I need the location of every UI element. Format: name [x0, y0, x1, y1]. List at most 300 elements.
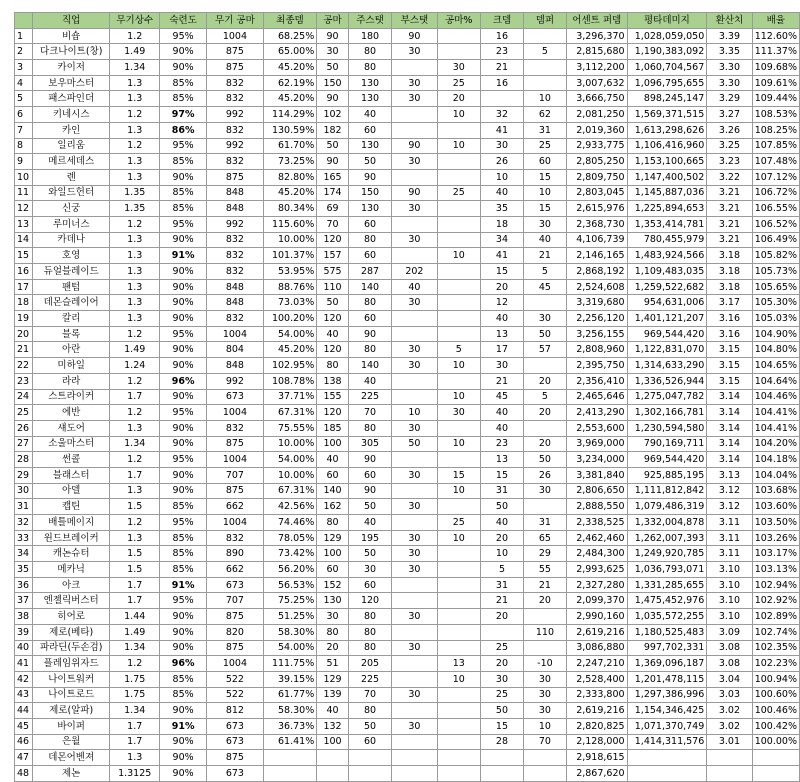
job-name-cell[interactable]: 캡틴 [32, 499, 109, 515]
data-cell[interactable]: 40 [480, 420, 523, 436]
data-cell[interactable]: 80 [317, 624, 349, 640]
data-cell[interactable]: 1.49 [110, 342, 160, 358]
data-cell[interactable]: 120 [317, 342, 349, 358]
data-cell[interactable]: 70 [348, 405, 391, 421]
data-cell[interactable]: 80 [348, 420, 391, 436]
data-cell[interactable]: 3.04 [707, 671, 752, 687]
data-cell[interactable] [437, 624, 480, 640]
data-cell[interactable] [437, 264, 480, 280]
data-cell[interactable]: 1,332,004,878 [627, 515, 707, 531]
data-cell[interactable]: 1,154,346,425 [627, 703, 707, 719]
data-cell[interactable]: 25 [523, 138, 566, 154]
data-cell[interactable]: 54.00% [263, 640, 317, 656]
data-cell[interactable]: 90 [317, 154, 349, 170]
data-cell[interactable]: 51.25% [263, 609, 317, 625]
data-cell[interactable] [392, 216, 437, 232]
job-name-cell[interactable]: 블록 [32, 326, 109, 342]
job-name-cell[interactable]: 아크 [32, 577, 109, 593]
data-cell[interactable]: 140 [348, 279, 391, 295]
data-cell[interactable]: 60 [317, 467, 349, 483]
data-cell[interactable]: 20 [480, 279, 523, 295]
data-cell[interactable]: 112.60% [752, 28, 799, 44]
data-cell[interactable]: 45.20% [263, 342, 317, 358]
data-cell[interactable]: 45 [480, 389, 523, 405]
data-cell[interactable]: 890 [207, 546, 263, 562]
data-cell[interactable]: 40 [317, 703, 349, 719]
data-cell[interactable]: 875 [207, 483, 263, 499]
data-cell[interactable]: 30 [392, 44, 437, 60]
data-cell[interactable]: 85% [160, 75, 207, 91]
data-cell[interactable]: 1.34 [110, 640, 160, 656]
column-header[interactable]: 직업 [32, 13, 109, 29]
data-cell[interactable] [627, 766, 707, 782]
data-cell[interactable]: 3,256,155 [566, 326, 627, 342]
data-cell[interactable]: 1.3 [110, 750, 160, 766]
data-cell[interactable]: 31 [523, 515, 566, 531]
data-cell[interactable]: 2,462,460 [566, 530, 627, 546]
data-cell[interactable]: 70 [348, 687, 391, 703]
row-number-cell[interactable]: 12 [15, 201, 33, 217]
data-cell[interactable]: 130 [348, 201, 391, 217]
data-cell[interactable]: 104.90% [752, 326, 799, 342]
data-cell[interactable]: 875 [207, 44, 263, 60]
data-cell[interactable]: 40 [348, 107, 391, 123]
data-cell[interactable]: 73.25% [263, 154, 317, 170]
job-name-cell[interactable]: 미하일 [32, 358, 109, 374]
job-name-cell[interactable]: 보우마스터 [32, 75, 109, 91]
data-cell[interactable]: 3.30 [707, 75, 752, 91]
data-cell[interactable]: 50 [523, 452, 566, 468]
data-cell[interactable]: 96% [160, 373, 207, 389]
column-header[interactable]: 숙련도 [160, 13, 207, 29]
data-cell[interactable]: 673 [207, 389, 263, 405]
data-cell[interactable]: 2,918,615 [566, 750, 627, 766]
data-cell[interactable] [627, 750, 707, 766]
data-cell[interactable]: 1,071,370,749 [627, 718, 707, 734]
job-name-cell[interactable]: 라라 [32, 373, 109, 389]
data-cell[interactable]: 1.49 [110, 624, 160, 640]
data-cell[interactable]: 16 [480, 75, 523, 91]
data-cell[interactable]: 3.18 [707, 248, 752, 264]
data-cell[interactable]: 2,553,600 [566, 420, 627, 436]
row-number-cell[interactable]: 1 [15, 28, 33, 44]
data-cell[interactable]: 1,225,894,653 [627, 201, 707, 217]
data-cell[interactable]: 60 [348, 216, 391, 232]
data-cell[interactable]: 1,190,383,092 [627, 44, 707, 60]
data-cell[interactable] [523, 750, 566, 766]
data-cell[interactable]: 2,368,730 [566, 216, 627, 232]
row-number-cell[interactable]: 11 [15, 185, 33, 201]
job-name-cell[interactable]: 키네시스 [32, 107, 109, 123]
data-cell[interactable]: 130 [348, 91, 391, 107]
data-cell[interactable]: 2,820,825 [566, 718, 627, 734]
data-cell[interactable]: 875 [207, 750, 263, 766]
column-header[interactable]: 평타데미지 [627, 13, 707, 29]
job-name-cell[interactable]: 패스파인더 [32, 91, 109, 107]
data-cell[interactable]: 67.31% [263, 483, 317, 499]
data-cell[interactable]: 90% [160, 436, 207, 452]
data-cell[interactable] [392, 248, 437, 264]
row-number-cell[interactable]: 13 [15, 216, 33, 232]
data-cell[interactable]: 1,331,285,655 [627, 577, 707, 593]
data-cell[interactable]: 102 [317, 107, 349, 123]
data-cell[interactable]: 60 [348, 248, 391, 264]
data-cell[interactable]: 100 [317, 546, 349, 562]
data-cell[interactable]: 26 [480, 154, 523, 170]
data-cell[interactable]: 3.17 [707, 295, 752, 311]
data-cell[interactable]: 100.00% [752, 734, 799, 750]
data-cell[interactable]: 3.08 [707, 656, 752, 672]
data-cell[interactable]: 3.10 [707, 577, 752, 593]
data-cell[interactable]: 10 [437, 436, 480, 452]
data-cell[interactable]: 90 [348, 483, 391, 499]
data-cell[interactable]: 28 [480, 734, 523, 750]
data-cell[interactable]: 1.5 [110, 499, 160, 515]
data-cell[interactable]: 10 [392, 405, 437, 421]
data-cell[interactable]: 103.26% [752, 530, 799, 546]
job-name-cell[interactable]: 다크나이트(창) [32, 44, 109, 60]
data-cell[interactable]: 12 [480, 295, 523, 311]
data-cell[interactable]: 1,035,572,255 [627, 609, 707, 625]
data-cell[interactable]: 85% [160, 546, 207, 562]
data-cell[interactable]: 102.95% [263, 358, 317, 374]
data-cell[interactable]: 73.03% [263, 295, 317, 311]
data-cell[interactable]: 50 [317, 138, 349, 154]
job-name-cell[interactable]: 비숍 [32, 28, 109, 44]
column-header[interactable]: 크뎀 [480, 13, 523, 29]
data-cell[interactable] [437, 718, 480, 734]
data-cell[interactable]: 2,808,960 [566, 342, 627, 358]
data-cell[interactable]: 992 [207, 216, 263, 232]
row-number-cell[interactable]: 42 [15, 671, 33, 687]
column-header[interactable]: 주스탯 [348, 13, 391, 29]
data-cell[interactable]: 150 [348, 185, 391, 201]
data-cell[interactable]: 673 [207, 734, 263, 750]
data-cell[interactable]: 662 [207, 499, 263, 515]
data-cell[interactable]: 130 [348, 138, 391, 154]
data-cell[interactable]: 2,395,750 [566, 358, 627, 374]
data-cell[interactable]: 832 [207, 154, 263, 170]
data-cell[interactable]: 132 [317, 718, 349, 734]
data-cell[interactable] [392, 750, 437, 766]
data-cell[interactable]: 95% [160, 138, 207, 154]
data-cell[interactable]: 1.2 [110, 326, 160, 342]
data-cell[interactable]: 15 [480, 467, 523, 483]
data-cell[interactable]: 1004 [207, 515, 263, 531]
data-cell[interactable] [392, 624, 437, 640]
data-cell[interactable]: 15 [523, 169, 566, 185]
row-number-cell[interactable]: 22 [15, 358, 33, 374]
data-cell[interactable]: 1.3 [110, 75, 160, 91]
data-cell[interactable] [348, 750, 391, 766]
data-cell[interactable]: 10 [523, 718, 566, 734]
data-cell[interactable]: 992 [207, 138, 263, 154]
data-cell[interactable]: 105.30% [752, 295, 799, 311]
data-cell[interactable]: 225 [348, 671, 391, 687]
data-cell[interactable]: 60 [317, 562, 349, 578]
row-number-cell[interactable]: 5 [15, 91, 33, 107]
data-cell[interactable]: 10 [437, 138, 480, 154]
data-cell[interactable]: 50 [480, 499, 523, 515]
job-name-cell[interactable]: 카이저 [32, 60, 109, 76]
data-cell[interactable]: 1,275,047,782 [627, 389, 707, 405]
data-cell[interactable]: 673 [207, 577, 263, 593]
data-cell[interactable]: 1,111,812,842 [627, 483, 707, 499]
data-cell[interactable]: 30 [317, 44, 349, 60]
data-cell[interactable]: 30 [392, 640, 437, 656]
data-cell[interactable]: 30 [523, 483, 566, 499]
row-number-cell[interactable]: 33 [15, 530, 33, 546]
data-cell[interactable]: 1,297,386,996 [627, 687, 707, 703]
data-cell[interactable]: 103.13% [752, 562, 799, 578]
data-cell[interactable]: 30 [392, 718, 437, 734]
data-cell[interactable] [317, 766, 349, 782]
data-cell[interactable]: 15 [480, 264, 523, 280]
row-number-header[interactable] [15, 13, 33, 29]
data-cell[interactable]: 3.15 [707, 373, 752, 389]
data-cell[interactable] [437, 687, 480, 703]
data-cell[interactable] [392, 671, 437, 687]
data-cell[interactable]: 40 [480, 405, 523, 421]
data-cell[interactable]: 29 [523, 546, 566, 562]
data-cell[interactable]: 3.10 [707, 593, 752, 609]
data-cell[interactable]: 109.44% [752, 91, 799, 107]
data-cell[interactable]: 2,338,525 [566, 515, 627, 531]
data-cell[interactable]: 30 [392, 232, 437, 248]
row-number-cell[interactable]: 38 [15, 609, 33, 625]
data-cell[interactable]: 2,806,650 [566, 483, 627, 499]
data-cell[interactable] [437, 562, 480, 578]
data-cell[interactable]: 102.35% [752, 640, 799, 656]
data-cell[interactable]: 174 [317, 185, 349, 201]
data-cell[interactable]: 30 [523, 687, 566, 703]
data-cell[interactable]: 1.5 [110, 562, 160, 578]
data-cell[interactable]: 20 [480, 530, 523, 546]
data-cell[interactable]: 30 [392, 420, 437, 436]
data-cell[interactable]: 3.14 [707, 452, 752, 468]
column-header[interactable]: 배율 [752, 13, 799, 29]
data-cell[interactable]: 820 [207, 624, 263, 640]
data-cell[interactable]: 202 [392, 264, 437, 280]
data-cell[interactable]: 848 [207, 201, 263, 217]
data-cell[interactable]: 21 [523, 577, 566, 593]
data-cell[interactable]: 1,249,920,785 [627, 546, 707, 562]
data-cell[interactable]: 139 [317, 687, 349, 703]
data-cell[interactable]: 114.29% [263, 107, 317, 123]
data-cell[interactable]: 2,333,800 [566, 687, 627, 703]
data-cell[interactable]: 3.35 [707, 44, 752, 60]
data-cell[interactable]: 39.15% [263, 671, 317, 687]
data-cell[interactable]: 20 [523, 405, 566, 421]
data-cell[interactable]: 1004 [207, 326, 263, 342]
data-cell[interactable]: 30 [392, 358, 437, 374]
data-cell[interactable]: 104.41% [752, 405, 799, 421]
data-cell[interactable] [523, 60, 566, 76]
data-cell[interactable]: 848 [207, 295, 263, 311]
data-cell[interactable]: 1.5 [110, 546, 160, 562]
data-cell[interactable]: 91% [160, 248, 207, 264]
data-cell[interactable]: 832 [207, 232, 263, 248]
data-cell[interactable]: 104.46% [752, 389, 799, 405]
data-cell[interactable] [437, 216, 480, 232]
data-cell[interactable]: 2,809,750 [566, 169, 627, 185]
data-cell[interactable]: 102.94% [752, 577, 799, 593]
data-cell[interactable] [392, 577, 437, 593]
data-cell[interactable]: 30 [523, 216, 566, 232]
data-cell[interactable]: 95% [160, 593, 207, 609]
data-cell[interactable]: 1,153,100,665 [627, 154, 707, 170]
data-cell[interactable]: 85% [160, 671, 207, 687]
data-cell[interactable]: 1,401,121,207 [627, 311, 707, 327]
data-cell[interactable]: 1,145,887,036 [627, 185, 707, 201]
data-cell[interactable]: 1,079,486,319 [627, 499, 707, 515]
data-cell[interactable]: 13 [480, 452, 523, 468]
data-cell[interactable]: 15 [523, 201, 566, 217]
job-name-cell[interactable]: 데몬어벤져 [32, 750, 109, 766]
job-name-cell[interactable]: 바이퍼 [32, 718, 109, 734]
data-cell[interactable]: 1,109,483,035 [627, 264, 707, 280]
data-cell[interactable]: 30 [523, 671, 566, 687]
data-cell[interactable]: 90% [160, 420, 207, 436]
data-cell[interactable]: 50 [480, 703, 523, 719]
data-cell[interactable]: 3,296,370 [566, 28, 627, 44]
data-cell[interactable]: 10 [437, 358, 480, 374]
data-cell[interactable]: 60 [348, 122, 391, 138]
data-cell[interactable]: 90 [348, 326, 391, 342]
data-cell[interactable]: 3.14 [707, 420, 752, 436]
data-cell[interactable]: 90 [392, 185, 437, 201]
data-cell[interactable]: 832 [207, 75, 263, 91]
data-cell[interactable]: 804 [207, 342, 263, 358]
job-name-cell[interactable]: 배틀메이지 [32, 515, 109, 531]
data-cell[interactable]: 20 [523, 436, 566, 452]
job-name-cell[interactable]: 섀도어 [32, 420, 109, 436]
data-cell[interactable]: 97% [160, 107, 207, 123]
data-cell[interactable]: 2,413,290 [566, 405, 627, 421]
data-cell[interactable]: 56.20% [263, 562, 317, 578]
data-cell[interactable]: 30 [480, 671, 523, 687]
data-cell[interactable]: 34 [480, 232, 523, 248]
data-cell[interactable]: 1,475,452,976 [627, 593, 707, 609]
data-cell[interactable]: 3.21 [707, 216, 752, 232]
data-cell[interactable]: 4,106,739 [566, 232, 627, 248]
data-cell[interactable]: 30 [480, 358, 523, 374]
data-cell[interactable]: 107.85% [752, 138, 799, 154]
data-cell[interactable]: 997,702,331 [627, 640, 707, 656]
data-cell[interactable]: 30 [392, 609, 437, 625]
row-number-cell[interactable]: 18 [15, 295, 33, 311]
data-cell[interactable]: 85% [160, 91, 207, 107]
data-cell[interactable]: -10 [523, 656, 566, 672]
data-cell[interactable] [392, 515, 437, 531]
row-number-cell[interactable]: 23 [15, 373, 33, 389]
data-cell[interactable]: 1.3 [110, 311, 160, 327]
data-cell[interactable]: 140 [348, 358, 391, 374]
data-cell[interactable]: 3.21 [707, 185, 752, 201]
data-cell[interactable] [523, 358, 566, 374]
data-cell[interactable]: 848 [207, 358, 263, 374]
job-name-cell[interactable]: 카인 [32, 122, 109, 138]
data-cell[interactable]: 100.20% [263, 311, 317, 327]
data-cell[interactable]: 85% [160, 185, 207, 201]
row-number-cell[interactable]: 45 [15, 718, 33, 734]
data-cell[interactable] [392, 452, 437, 468]
data-cell[interactable]: 50 [317, 295, 349, 311]
data-cell[interactable]: 3,086,880 [566, 640, 627, 656]
data-cell[interactable] [437, 326, 480, 342]
row-number-cell[interactable]: 7 [15, 122, 33, 138]
data-cell[interactable]: 23 [480, 436, 523, 452]
column-header[interactable]: 무기 공마 [207, 13, 263, 29]
data-cell[interactable] [437, 420, 480, 436]
data-cell[interactable]: 182 [317, 122, 349, 138]
data-cell[interactable]: 85% [160, 499, 207, 515]
data-cell[interactable]: 3.14 [707, 436, 752, 452]
data-cell[interactable]: 50 [392, 436, 437, 452]
data-cell[interactable]: 80 [348, 232, 391, 248]
data-cell[interactable]: 3,007,632 [566, 75, 627, 91]
data-cell[interactable]: 2,327,280 [566, 577, 627, 593]
data-cell[interactable]: 180 [348, 28, 391, 44]
row-number-cell[interactable]: 29 [15, 467, 33, 483]
data-cell[interactable]: 85% [160, 562, 207, 578]
row-number-cell[interactable]: 27 [15, 436, 33, 452]
data-cell[interactable]: 90% [160, 609, 207, 625]
data-cell[interactable]: 30 [392, 295, 437, 311]
job-name-cell[interactable]: 파라딘(두손검) [32, 640, 109, 656]
data-cell[interactable]: 115.60% [263, 216, 317, 232]
data-cell[interactable]: 90% [160, 342, 207, 358]
data-cell[interactable] [437, 232, 480, 248]
data-cell[interactable]: 1.7 [110, 718, 160, 734]
data-cell[interactable]: 40 [348, 373, 391, 389]
job-name-cell[interactable]: 칼리 [32, 311, 109, 327]
row-number-cell[interactable]: 34 [15, 546, 33, 562]
row-number-cell[interactable]: 16 [15, 264, 33, 280]
job-name-cell[interactable]: 듀얼블레이드 [32, 264, 109, 280]
data-cell[interactable]: 1.34 [110, 436, 160, 452]
data-cell[interactable]: 21 [480, 60, 523, 76]
data-cell[interactable]: 80 [348, 342, 391, 358]
data-cell[interactable]: 85% [160, 201, 207, 217]
job-name-cell[interactable]: 소울마스터 [32, 436, 109, 452]
data-cell[interactable]: 707 [207, 467, 263, 483]
data-cell[interactable] [437, 766, 480, 782]
data-cell[interactable]: 1,414,311,576 [627, 734, 707, 750]
data-cell[interactable]: 82.80% [263, 169, 317, 185]
data-cell[interactable]: 130 [317, 593, 349, 609]
job-name-cell[interactable]: 나이트워커 [32, 671, 109, 687]
data-cell[interactable]: 1.3125 [110, 766, 160, 782]
data-cell[interactable]: 707 [207, 593, 263, 609]
data-cell[interactable]: 1.3 [110, 169, 160, 185]
data-cell[interactable]: 1,314,633,290 [627, 358, 707, 374]
data-cell[interactable]: 2,465,646 [566, 389, 627, 405]
data-cell[interactable]: 30 [392, 75, 437, 91]
data-cell[interactable] [523, 499, 566, 515]
data-cell[interactable]: 90 [348, 452, 391, 468]
row-number-cell[interactable]: 26 [15, 420, 33, 436]
data-cell[interactable]: 65.00% [263, 44, 317, 60]
data-cell[interactable]: 104.64% [752, 373, 799, 389]
job-name-cell[interactable]: 신궁 [32, 201, 109, 217]
data-cell[interactable]: 1.3 [110, 264, 160, 280]
data-cell[interactable]: 95% [160, 405, 207, 421]
data-cell[interactable] [437, 703, 480, 719]
data-cell[interactable]: 1,096,795,655 [627, 75, 707, 91]
data-cell[interactable]: 1,230,594,580 [627, 420, 707, 436]
job-name-cell[interactable]: 스트라이커 [32, 389, 109, 405]
